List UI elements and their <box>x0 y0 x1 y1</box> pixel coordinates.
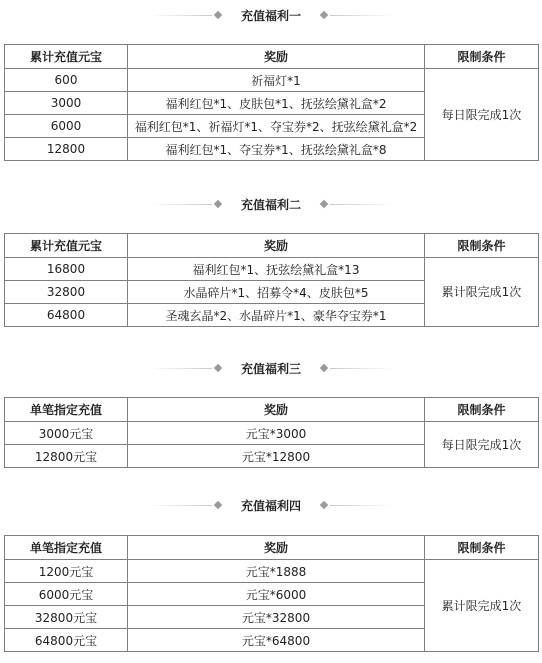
reward-cell: 福利红包*1、夺宝券*1、抚弦绘黛礼盒*8 <box>128 138 425 161</box>
section-title: 充值福利二 <box>240 198 301 212</box>
amount-cell: 3000 <box>5 92 128 115</box>
section-recharge-benefit-4 <box>0 491 542 648</box>
amount-cell: 32800元宝 <box>5 606 128 629</box>
reward-cell: 元宝*32800 <box>128 606 425 629</box>
header-amount: 单笔指定充值 <box>5 536 128 560</box>
section-title: 充值福利四 <box>240 499 301 513</box>
table-row <box>5 258 539 281</box>
header-reward: 奖励 <box>128 536 425 560</box>
title-divider-right <box>330 368 392 369</box>
table-row <box>5 422 539 445</box>
amount-cell: 3000元宝 <box>5 422 128 445</box>
reward-cell: 元宝*3000 <box>128 422 425 445</box>
reward-cell: 福利红包*1、祈福灯*1、夺宝券*2、抚弦绘黛礼盒*2 <box>128 115 425 138</box>
title-divider-right <box>330 15 392 16</box>
header-amount: 累计充值元宝 <box>5 45 128 69</box>
condition-cell: 累计限完成1次 <box>425 258 539 327</box>
table-header-row <box>5 536 539 560</box>
reward-table <box>4 233 539 327</box>
reward-table <box>4 397 539 468</box>
header-condition: 限制条件 <box>425 536 539 560</box>
amount-cell: 600 <box>5 69 128 92</box>
reward-cell: 元宝*64800 <box>128 629 425 652</box>
table-row <box>5 560 539 583</box>
condition-cell: 累计限完成1次 <box>425 560 539 652</box>
reward-cell: 元宝*6000 <box>128 583 425 606</box>
table-header-row <box>5 398 539 422</box>
section-title: 充值福利一 <box>240 9 301 23</box>
amount-cell: 64800元宝 <box>5 629 128 652</box>
section-title-bar <box>0 1 542 31</box>
header-reward: 奖励 <box>128 398 425 422</box>
condition-cell: 每日限完成1次 <box>425 422 539 468</box>
amount-cell: 6000 <box>5 115 128 138</box>
reward-cell: 福利红包*1、皮肤包*1、抚弦绘黛礼盒*2 <box>128 92 425 115</box>
table-header-row <box>5 234 539 258</box>
header-reward: 奖励 <box>128 45 425 69</box>
section-title-bar <box>0 491 542 521</box>
amount-cell: 1200元宝 <box>5 560 128 583</box>
amount-cell: 32800 <box>5 281 128 304</box>
reward-cell: 圣魂玄晶*2、水晶碎片*1、豪华夺宝券*1 <box>128 304 425 327</box>
section-title: 充值福利三 <box>240 362 301 376</box>
amount-cell: 6000元宝 <box>5 583 128 606</box>
reward-table <box>4 44 539 161</box>
reward-cell: 元宝*1888 <box>128 560 425 583</box>
section-title-bar <box>0 190 542 220</box>
table-row <box>5 69 539 92</box>
header-condition: 限制条件 <box>425 45 539 69</box>
amount-cell: 16800 <box>5 258 128 281</box>
reward-cell: 水晶碎片*1、招募令*4、皮肤包*5 <box>128 281 425 304</box>
amount-cell: 12800元宝 <box>5 445 128 468</box>
header-amount: 单笔指定充值 <box>5 398 128 422</box>
title-divider-right <box>330 505 392 506</box>
header-condition: 限制条件 <box>425 234 539 258</box>
section-recharge-benefit-1 <box>0 1 542 157</box>
reward-table <box>4 535 539 652</box>
reward-cell: 元宝*12800 <box>128 445 425 468</box>
condition-cell: 每日限完成1次 <box>425 69 539 161</box>
amount-cell: 64800 <box>5 304 128 327</box>
header-reward: 奖励 <box>128 234 425 258</box>
section-title-bar <box>0 354 542 384</box>
reward-cell: 祈福灯*1 <box>128 69 425 92</box>
header-amount: 累计充值元宝 <box>5 234 128 258</box>
reward-cell: 福利红包*1、抚弦绘黛礼盒*13 <box>128 258 425 281</box>
table-header-row <box>5 45 539 69</box>
title-divider-right <box>330 204 392 205</box>
amount-cell: 12800 <box>5 138 128 161</box>
section-recharge-benefit-2 <box>0 190 542 323</box>
section-recharge-benefit-3 <box>0 354 542 464</box>
header-condition: 限制条件 <box>425 398 539 422</box>
